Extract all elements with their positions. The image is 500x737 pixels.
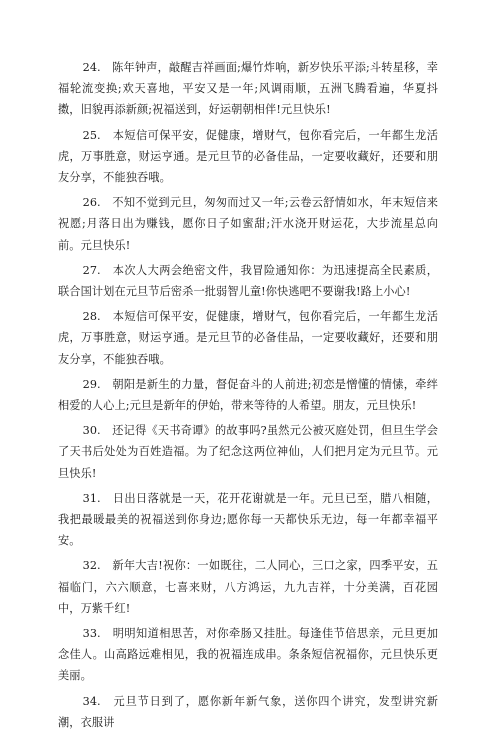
paragraph-26: 26. 不知不觉到元旦，匆匆而过又一年;云卷云舒情如水，年末短信来祝愿;月落日出为赚钱，愿你日子如蜜甜;汗水浇开财运花，大步流星总向前。元旦快乐! <box>58 196 438 252</box>
paragraph-27: 27. 本次人大两会绝密文件，我冒险通知你：为迅速提高全民素质，联合国计划在元旦节后密杀一批弱智儿童!你快逃吧不要谢我!路上小心! <box>58 263 438 299</box>
paragraph-25: 25. 本短信可保平安，促健康，增财气，包你看完后，一年都生龙活虎，万事胜意，财运亨通。是元旦节的必备佳品，一定要收藏好，还要和朋友分享，不能独吞哦。 <box>58 128 438 185</box>
paragraph-31: 31. 日出日落就是一天，花开花谢就是一年。元旦已至，腊八相随，我把最暖最美的祝福送到你身边;愿你每一天都快乐无边，每一年都幸福平安。 <box>58 491 438 548</box>
paragraph-30: 30. 还记得《天书奇谭》的故事吗?虽然元公被灭庭处罚，但旦生学会了天书后处处为百姓造福。为了纪念这两位神仙，人们把月定为元旦节。元旦快乐! <box>58 424 438 480</box>
paragraph-24: 24. 陈年钟声，敲醒吉祥画面;爆竹炸响，新岁快乐平添;斗转星移，幸福轮流变换;欢天喜地，平安又是一年;风调雨顺，五洲飞腾看遍，华夏抖擞，旧貌再添新颜;祝福送到，好运朝朝相伴!元旦快乐! <box>58 61 438 117</box>
paragraph-32: 32. 新年大吉!祝你：一如既往，二人同心，三口之家，四季平安，五福临门，六六顺意，七喜来财，八方鸿运，九九吉祥，十分美满，百花园中，万紫千红! <box>58 559 438 615</box>
document-body <box>58 57 438 737</box>
paragraph-33: 33. 明明知道相思苦，对你牵肠又挂肚。每逢佳节倍思亲，元旦更加念佳人。山高路远难相见，我的祝福连成串。条条短信祝福你，元旦快乐更美丽。 <box>58 627 438 683</box>
paragraph-29: 29. 朝阳是新生的力量，督促奋斗的人前进;初恋是憎懂的情愫，牵绊相爱的人心上;元旦是新年的伊始，带来等待的人希望。朋友，元旦快乐! <box>58 377 438 413</box>
paragraph-34: 34. 元旦节日到了，愿你新年新气象，送你四个讲究，发型讲究新潮，衣服讲 <box>58 694 438 729</box>
paragraph-28: 28. 本短信可保平安，促健康，增财气，包你看完后，一年都生龙活虎，万事胜意，财运亨通。是元旦节的必备佳品，一定要收藏好，还要和朋友分享，不能独吞哦。 <box>58 310 438 366</box>
